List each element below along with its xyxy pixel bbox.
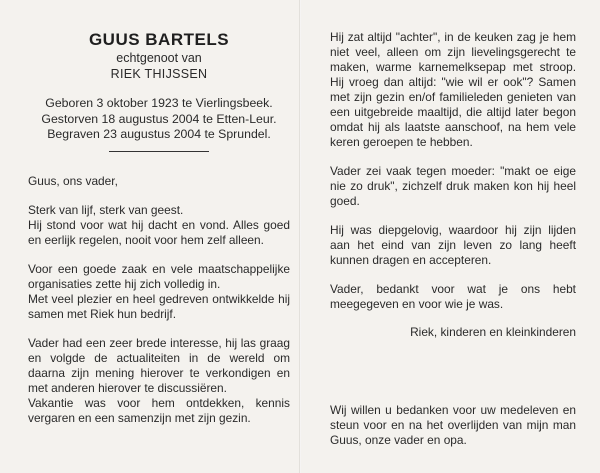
divider-line	[109, 151, 209, 152]
left-text	[28, 174, 290, 426]
signature: Riek, kinderen en kleinkinderen	[410, 325, 576, 339]
card-fold	[299, 0, 301, 473]
thanks-note: Wij willen u bedanken voor uw medeleven en steun voor en na het overlijden van mijn man Guus, onze vader en opa.	[330, 403, 576, 447]
right-panel	[330, 30, 576, 340]
left-panel	[28, 30, 290, 426]
paragraph-interests: Vader had een zeer brede interesse, hij las graag en volgde de actualiteiten in de wereld om daarna zijn mening hierover te verkondigen en met anderen hierover te discussiëren. Vakantie was voor hem ontdekken, kennis vergaren en een samenzijn met zijn gezin.	[28, 335, 290, 425]
spouse-prefix: echtgenoot van	[116, 51, 202, 65]
death-date: Gestorven 18 augustus 2004 te Etten-Leur.	[41, 111, 277, 126]
paragraph-strength: Sterk van lijf, sterk van geest. Hij stond voor wat hij dacht en vond. Alles goed en eerlijk regelen, nooit voor hem zelf alleen.	[28, 202, 290, 247]
salutation: Guus, ons vader,	[28, 173, 118, 188]
paragraph-faith: Hij was diepgelovig, waardoor hij zijn lijden aan het eind van zijn leven zo lang heeft kunnen dragen en accepteren.	[330, 223, 576, 267]
paragraph-gratitude: Vader, bedankt voor wat je ons hebt meegegeven en voor wie je was.	[330, 282, 576, 311]
paragraph-quote: Vader zei vaak tegen moeder: "makt oe eige nie zo druk", zichzelf druk maken kon hij heel goed.	[330, 164, 576, 208]
birth-date: Geboren 3 oktober 1923 te Vierlingsbeek.	[45, 96, 273, 110]
paragraph-organisations: Voor een goede zaak en vele maatschappelijke organisaties zette hij zich volledig in. Met veel plezier en heel gedreven ontwikkelde hij samen met Riek hun bedrijf.	[28, 261, 290, 321]
heading	[28, 30, 290, 82]
spouse-name: RIEK THIJSSEN	[110, 67, 208, 81]
life-dates	[28, 96, 290, 143]
paragraph-kitchen: Hij zat altijd "achter", in de keuken zag je hem niet veel, alleen om zijn lievelingsgerecht te maken, warme karnemelksepap met stroop. Hij vroeg dan altijd: "wie wil er ook"? Samen met zijn gezin en/of familieleden genieten van een uitgebreide maaltijd, die altijd later begon omdat hij als laatste aanschoof, na hem vele keren geroepen te hebben.	[330, 30, 576, 149]
deceased-name: GUUS BARTELS	[88, 30, 230, 49]
burial-date: Begraven 23 augustus 2004 te Sprundel.	[47, 127, 271, 141]
right-text	[330, 30, 576, 312]
